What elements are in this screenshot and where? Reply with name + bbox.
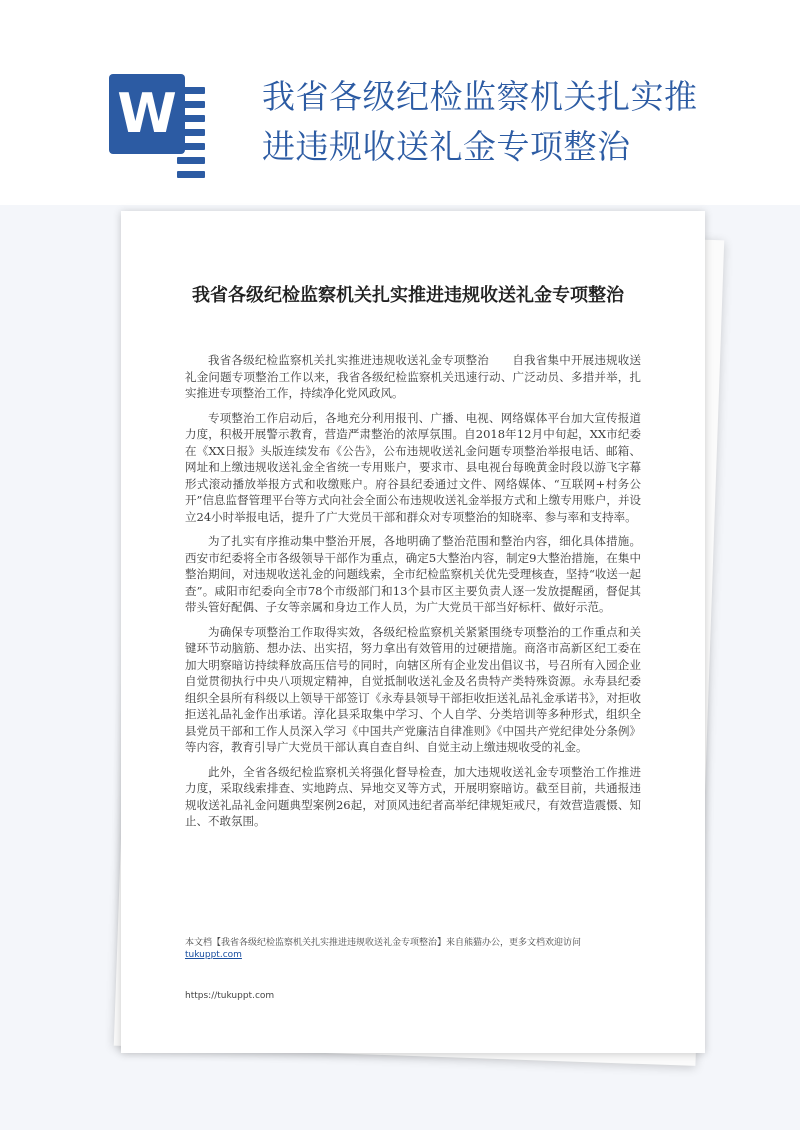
footer-url[interactable]: https://tukuppt.com xyxy=(185,991,275,1001)
document-title: 我省各级纪检监察机关扎实推进违规收送礼金专项整治 xyxy=(192,285,624,306)
document-body xyxy=(185,352,641,838)
document-page xyxy=(121,211,705,1053)
source-note-text: 本文档【我省各级纪检监察机关扎实推进违规收送礼金专项整治】来自熊猫办公，更多文档欢迎访问 xyxy=(185,938,582,948)
source-note xyxy=(185,937,641,961)
word-logo-letter: W xyxy=(109,74,185,154)
banner-title: 我省各级纪检监察机关扎实推进违规收送礼金专项整治 xyxy=(262,77,698,166)
paragraph-2: 专项整治工作启动后，各地充分利用报刊、广播、电视、网络媒体平台加大宣传报道力度，积极开展警示教育，营造严肃整治的浓厚氛围。自2018年12月中旬起，XX市纪委在《XX日报》头版连续发布《公告》，公布违规收送礼金问题专项整治举报电话、邮箱、网址和上缴违规收送礼金全省统一专用账户，要求市、县电视台每晚黄金时段以游飞字幕形式滚动播放举报方式和收缴账户。府谷县纪委通过文件、网络媒体、“互联网+村务公开”信息监督管理平台等方式向社会全面公布违规收送礼金举报方式和上缴专用账户，并设立24小时举报电话，提升了广大党员干部和群众对专项整治的知晓率、参与率和支持率。 xyxy=(185,410,641,524)
paragraph-1: 我省各级纪检监察机关扎实推进违规收送礼金专项整治 自我省集中开展违规收送礼金问题专项整治工作以来，我省各级纪检监察机关迅速行动、广泛动员、多措并举，扎实推进专项整治工作，持续净化党风政风。 xyxy=(185,353,641,400)
source-link[interactable]: tukuppt.com xyxy=(185,950,242,960)
word-document-icon xyxy=(109,74,213,154)
paragraph-3: 为了扎实有序推动集中整治开展，各地明确了整治范围和整治内容，细化具体措施。西安市纪委将全市各级领导干部作为重点，确定5大整治内容，制定9大整治措施，在集中整治期间，对违规收送礼金的问题线索，全市纪检监察机关优先受理核查，坚持“收送一起查”。咸阳市纪委向全市78个市级部门和13个县市区主要负责人逐一发放提醒函，督促其带头管好配偶、子女等亲属和身边工作人员，为广大党员干部当好标杆、做好示范。 xyxy=(185,534,641,614)
paragraph-4: 为确保专项整治工作取得实效，各级纪检监察机关紧紧围绕专项整治的工作重点和关键环节动脑筋、想办法、出实招，努力拿出有效管用的过硬措施。商洛市高新区纪工委在加大明察暗访持续释放高压信号的同时，向辖区所有企业发出倡议书，号召所有入园企业自觉贯彻执行中央八项规定精神，自觉抵制收送礼金及名贵特产类特殊资源。永寿县纪委组织全县所有科级以上领导干部签订《永寿县领导干部拒收拒送礼品礼金承诺书》，对拒收拒送礼品礼金作出承诺。淳化县采取集中学习、个人自学、分类培训等多种形式，组织全县党员干部和工作人员深入学习《中国共产党廉洁自律准则》《中国共产党纪律处分条例》等内容，教育引导广大党员干部认真自查自纠、自觉主动上缴违规收受的礼金。 xyxy=(185,624,641,754)
paragraph-5: 此外，全省各级纪检监察机关将强化督导检查，加大违规收送礼金专项整治工作推进力度，采取线索排查、实地跨点、异地交叉等方式，开展明察暗访。截至目前，共通报违规收送礼品礼金问题典型案例26起，对顶风违纪者高举纪律规矩戒尺，有效营造震慑、知止、不敢氛围。 xyxy=(185,764,641,828)
header-banner xyxy=(0,0,800,205)
